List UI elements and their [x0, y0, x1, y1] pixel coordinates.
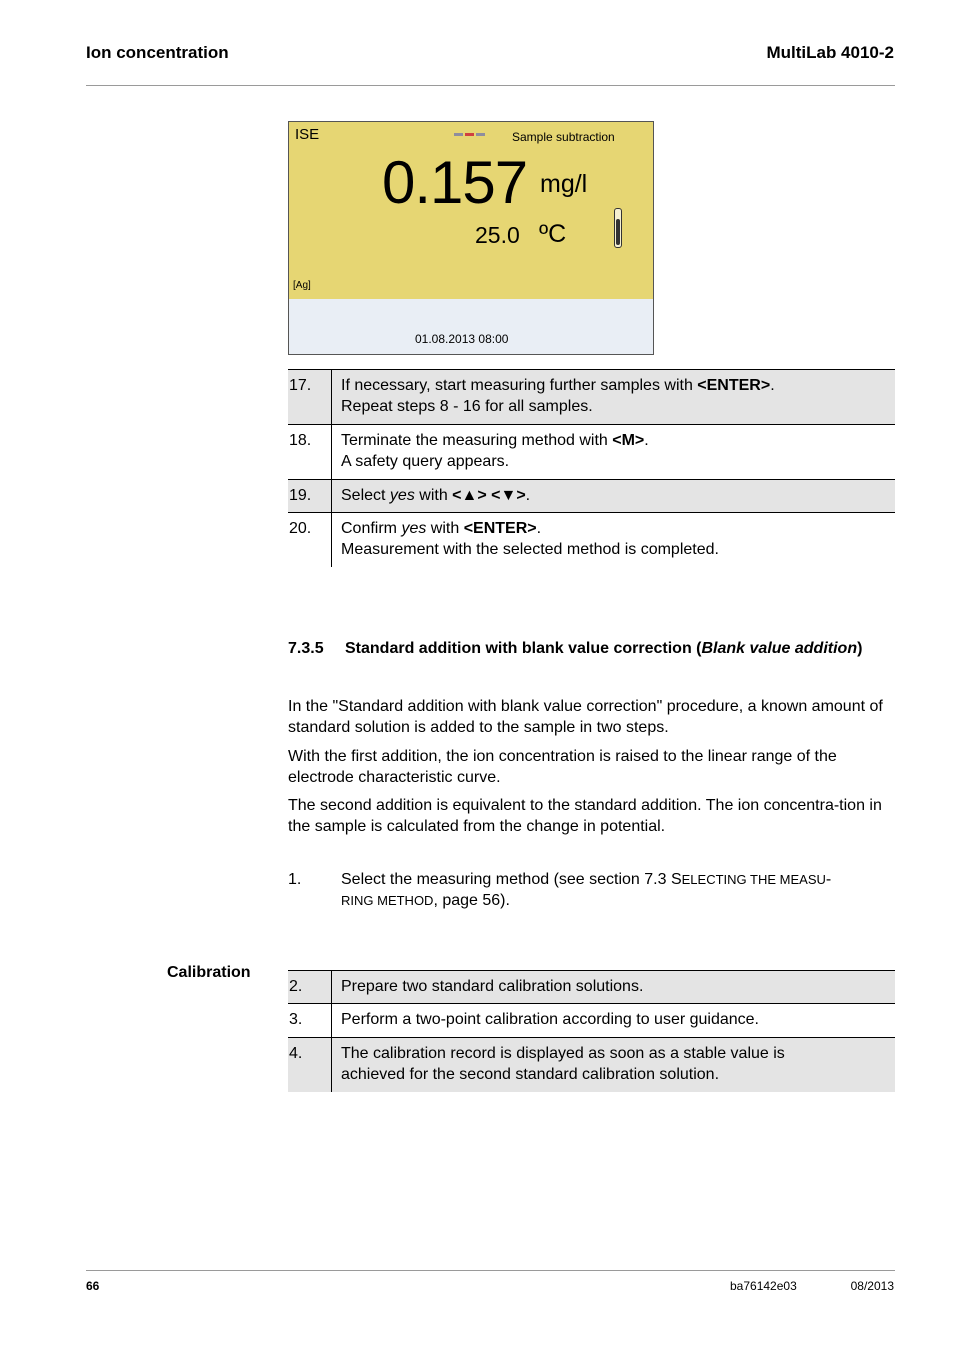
ion-type: [Ag]: [293, 280, 311, 291]
step-text: If necessary, start measuring further samples with <ENTER>. Repeat steps 8 - 16 for all samples.: [341, 377, 775, 415]
table-row: [288, 971, 895, 1004]
status-marks: [454, 123, 487, 141]
step-number: 1.: [288, 871, 302, 888]
temperature-value: 25.0: [475, 222, 520, 248]
display-method: Sample subtraction: [512, 130, 615, 144]
table-row: [288, 1038, 895, 1092]
step-text: Perform a two-point calibration according to user guidance.: [341, 1011, 759, 1028]
step-text: Terminate the measuring method with <M>. A safety query appears.: [341, 432, 649, 470]
table-row: [288, 513, 895, 567]
section-heading: [288, 638, 895, 682]
paragraph: In the "Standard addition with blank value correction" procedure, a known amount of standard solution is added to the sample in two steps.: [288, 698, 883, 736]
table-row: [288, 1004, 895, 1038]
step-number: 19.: [288, 480, 332, 512]
step-text: Select yes with <▲> <▼>.: [341, 487, 531, 504]
step-number: 17.: [288, 370, 332, 424]
document-number: ba76142e03: [730, 1279, 797, 1293]
measured-value: 0.157: [382, 149, 528, 216]
device-display: [288, 121, 654, 355]
temperature-unit: ºC: [539, 220, 567, 248]
steps-table-top: [288, 369, 895, 567]
step-text: The calibration record is displayed as soon as a stable value is achieved for the second standard calibration solution.: [341, 1045, 785, 1083]
step-1: [288, 869, 895, 911]
table-row: [288, 425, 895, 480]
step-number: 4.: [288, 1038, 332, 1092]
table-row: [288, 370, 895, 425]
step-number: 18.: [288, 425, 332, 479]
paragraph: The second addition is equivalent to the standard addition. The ion concentra-tion in the sample is calculated from the change in potential.: [288, 797, 882, 835]
step-text: Confirm yes with <ENTER>. Measurement with the selected method is completed.: [341, 520, 719, 558]
sidebar-label-calibration: Calibration: [167, 964, 251, 981]
running-header-title: Ion concentration: [86, 43, 229, 62]
section-title: Standard addition with blank value correction (Blank value addition): [345, 640, 863, 657]
step-text: Select the measuring method (see section 7.3 SELECTING THE MEASU- RING METHOD, page 56).: [341, 871, 832, 909]
step-number: 2.: [288, 971, 332, 1003]
measured-unit: mg/l: [540, 170, 588, 198]
header-rule: [86, 85, 895, 86]
step-number: 3.: [288, 1004, 332, 1037]
display-datetime: 01.08.2013 08:00: [415, 332, 509, 346]
footer-rule: [86, 1270, 895, 1271]
steps-table-calibration: [288, 970, 895, 1092]
display-mode: ISE: [295, 126, 320, 143]
section-number: 7.3.5: [288, 640, 324, 657]
step-number: 20.: [288, 513, 332, 567]
running-header-product: MultiLab 4010-2: [766, 43, 894, 62]
paragraph: With the first addition, the ion concentration is raised to the linear range of the electrode characteristic curve.: [288, 748, 837, 786]
table-row: [288, 480, 895, 513]
step-text: Prepare two standard calibration solutions.: [341, 978, 644, 995]
document-date: 08/2013: [850, 1279, 894, 1293]
thermometer-icon: [614, 208, 622, 248]
page-number: 66: [86, 1279, 100, 1293]
